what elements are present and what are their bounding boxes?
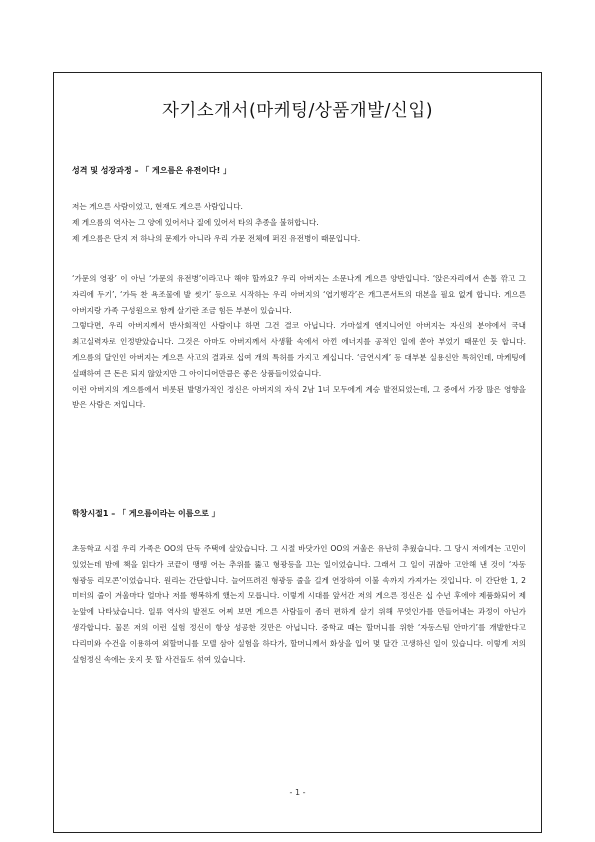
page-number: - 1 - <box>289 788 306 797</box>
section-heading-personality: 성격 및 성장과정 – 「 게으름은 유전이다! 」 <box>72 166 232 175</box>
section-heading-school: 학창시절1 – 「 게으름이라는 이름으로 」 <box>72 509 220 518</box>
paragraph-personality-1: 저는 게으른 사람이었고, 현재도 게으른 사람입니다. 제 게으름의 역사는 그 양에 있어서나 질에 있어서 타의 추종을 불허합니다. 제 게으름은 단지 저 하나의 문제가 아니라 우리 가문 전체에 퍼진 유전병이 때문입니다. <box>72 202 361 243</box>
document-title: 자기소개서(마케팅/상품개발/신입) <box>161 101 434 121</box>
paragraph-personality-2: ‘가문의 영광’ 이 아닌 ‘가문의 유전병’이라고나 해야 할까요? 우리 아버지는 소문나게 게으른 양반입니다. ‘앉은자리에서 손톱 깎고 그 자리에 두기’, ‘가득 찬 욕조물에 발 씻기’ 등으로 시작하는 우리 아버지의 ‘엽기행각’은 개그콘서트의 대본을 필요 없게 합니다. 게으른 아버지랑 가족 구성원으로 함께 살기란 조금 힘든 부분이 있습니다. 그렇다면, 우리 아버지께서 반사회적인 사람이냐 하면 그건 결코 아닙니다. 가마설게 엔지니어인 아버지는 자신의 분야에서 국내 최고실력자로 인정받았습니다. 그것은 아마도 아버지께서 사생활 속에서 아낀 에너지를 공적인 일에 쏟아 부었기 때문인 듯 합니다. 게으름의 달인인 아버지는 게으른 사고의 결과로 십여 개의 특허를 가지고 계십니다. ‘금연시계’ 등 대부분 실용신안 특허인데, 마케팅에 실패하여 큰 돈은 되지 않았지만 그 아이디어만큼은 좋은 상품들이었습니다. 이런 아버지의 게으름에서 비롯된 발명가적인 정신은 아버지의 자식 2남 1녀 모두에게 계승 발전되었는데, 그 중에서 가장 많은 영향을 받은 사람은 저입니다. <box>72 274 526 410</box>
page-border <box>53 72 542 833</box>
paragraph-school-1: 초등학교 시절 우리 가족은 OO의 단독 주택에 살았습니다. 그 시절 바닷가인 OO의 겨울은 유난히 추웠습니다. 그 당시 저에게는 고민이 있었는데 밤에 책을 읽다가 코끝이 땡땡 어는 추위를 뚫고 형광등을 끄는 일이었습니다. 그래서 그 일이 귀찮아 고안해 낸 것이 ‘자동 형광등 리모콘’이었습니다. 원리는 간단합니다. 늘어뜨려진 형광등 줄을 길게 연장하여 이불 속까지 가져가는 것입니다. 이 간단한 1, 2 미터의 줄이 겨울마다 얼마나 저를 행복하게 했는지 모릅니다. 이렇게 시대를 앞서간 저의 게으른 정신은 십 수년 후에야 제품화되어 제 눈앞에 나타났습니다. 일류 역사의 발전도 어찌 보면 게으른 사람들이 좀더 편하게 살기 위해 무엇인가를 만들어내는 과정이 아닌가 생각합니다. 물론 저의 이런 실험 정신이 항상 성공한 것만은 아닙니다. 중학교 때는 할머니를 위한 ‘자동스팀 안마기’를 개발한다고 다리미와 수건을 이용하여 외할머니를 모텔 삼아 실험을 하다가, 할머니께서 화상을 입어 몇 달간 고생하신 일이 있습니다. 이렇게 저의 실험정신 속에는 웃지 못 할 사건들도 섞여 있습니다. <box>72 544 526 664</box>
